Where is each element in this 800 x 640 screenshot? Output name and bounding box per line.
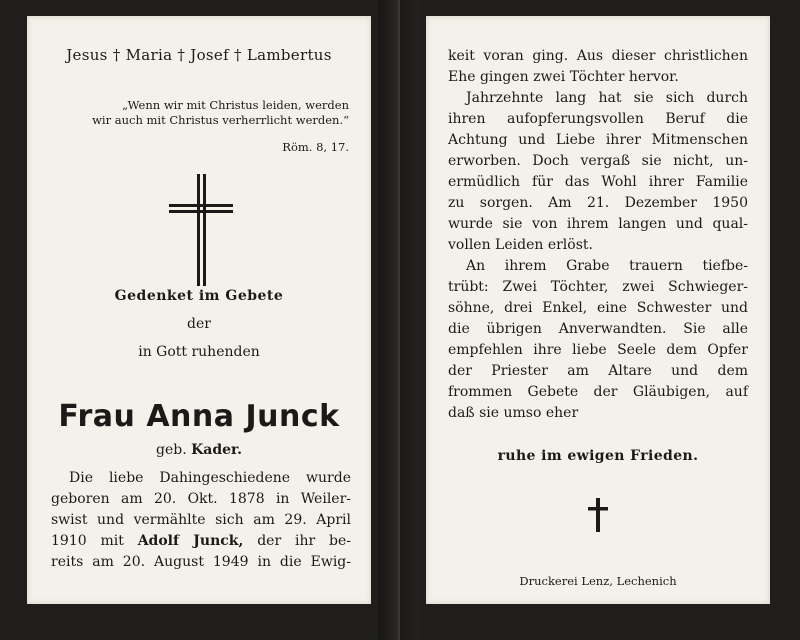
text-line: Ehe gingen zwei Töchter hervor. [448,69,679,85]
bio-line: reits am 20. August 1949 in die Ewig- [51,554,351,570]
small-cross-icon [587,498,609,532]
bio-line: swist und vermählte sich am 29. April [51,512,351,528]
text-line: erworben. Doch vergaß sie nicht, un- [448,153,748,169]
husband-name: Adolf Junck, [137,533,244,549]
text-line: ermüdlich für das Wohl ihrer Familie [448,174,748,190]
fold-crease [398,0,400,640]
text-line: der Priester am Altare und dem [448,363,748,379]
maiden-name: Kader. [191,442,242,458]
text-line: daß sie umso eher [448,405,579,421]
printer-credit: Druckerei Lenz, Lechenich [519,574,677,588]
quote-reference: Röm. 8, 17. [282,140,349,154]
memorial-card-front [27,16,371,604]
biography-text [51,468,351,573]
text-line: ihren aufopferungsvollen Beruf die [448,111,748,127]
text-line: söhne, drei Enkel, eine Schwester und [448,300,748,316]
text-line: zu sorgen. Am 21. Dezember 1950 [448,195,748,211]
text-line: empfehlen ihre liebe Seele dem Opfer [448,342,748,358]
bio-line [51,531,351,552]
geb-prefix: geb. [155,442,192,458]
bio-fragment: der ihr be- [243,533,351,549]
text-line: die übrigen Anverwandten. Sie alle [448,321,748,337]
closing-phrase: ruhe im ewigen Frieden. [497,448,699,464]
quote-line-1: „Wenn wir mit Christus leiden, werden [122,98,349,112]
maiden-name-line [27,442,371,458]
bio-line: Die liebe Dahingeschiedene wurde [69,470,351,486]
text-line: keit voran ging. Aus dieser christlichen [448,48,748,64]
bio-line: geboren am 20. Okt. 1878 in Weiler- [51,491,351,507]
obituary-text [448,46,748,424]
saints-heading: Jesus † Maria † Josef † Lambertus [66,46,332,64]
quote-line-2: wir auch mit Christus verherrlicht werden.“ [92,113,349,127]
deceased-name: Frau Anna Junck [58,399,340,434]
card-fold [378,0,420,640]
text-line: wurde sie von ihrem langen und qual- [448,216,748,232]
text-line: An ihrem Grabe trauern tiefbe- [466,258,748,274]
latin-cross-icon [169,174,233,286]
text-line: Achtung und Liebe ihrer Mitmenschen [448,132,748,148]
text-line: vollen Leiden erlöst. [448,237,593,253]
text-line: trübt: Zwei Töchter, zwei Schwieger- [448,279,748,295]
der-line: der [187,316,211,332]
text-line: frommen Gebete der Gläubigen, auf [448,384,748,400]
bio-fragment: 1910 mit [51,533,138,549]
memorial-card-back [426,16,770,604]
gedenket-line: Gedenket im Gebete [114,288,284,304]
text-line: Jahrzehnte lang hat sie sich durch [466,90,748,106]
in-gott-line: in Gott ruhenden [138,344,260,360]
bible-quote [87,98,349,128]
